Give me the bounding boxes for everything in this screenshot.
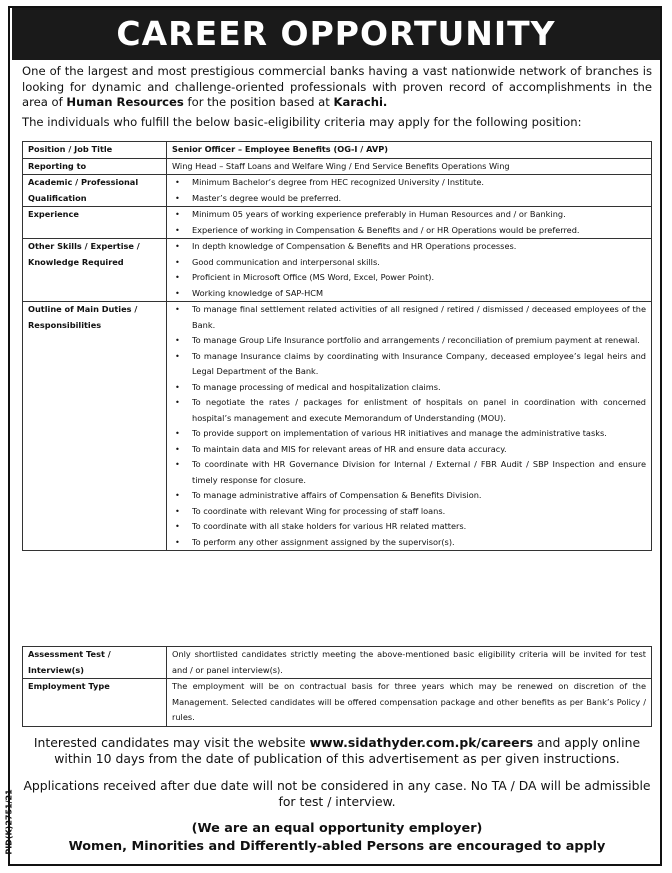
list-item: • Experience of working in Compensation & Benefits and / or HR Operations would be preferred.: [192, 223, 646, 239]
intro-paragraph: [22, 64, 652, 111]
list-item: • To coordinate with all stake holders for various HR related matters.: [192, 519, 646, 535]
table-row: [23, 207, 652, 239]
row-label: Employment Type: [23, 679, 167, 727]
employment-terms-table: [22, 646, 652, 727]
page-title: CAREER OPPORTUNITY: [12, 8, 660, 60]
intro-field: Human Resources: [66, 95, 184, 109]
list-item: • To negotiate the rates / packages for enlistment of hospitals on panel in coordination with concerned hospital’s management and execute Memorandum of Understanding (MOU).: [192, 395, 646, 426]
intro-location: Karachi.: [333, 95, 388, 109]
website-link[interactable]: www.sidathyder.com.pk/careers: [309, 735, 534, 750]
pid-text: PID(K)2751/21: [4, 789, 14, 855]
intro-criteria: The individuals who fulfill the below basic-eligibility criteria may apply for the following position:: [22, 114, 582, 129]
list-item: • Working knowledge of SAP-HCM: [192, 286, 646, 302]
intro-text: One of the largest and most prestigious commercial banks having a vast nationwide network of branches is looking for dynamic and challenge-oriented professionals with proven record of accomplishments in the area of: [22, 64, 652, 109]
intro-text-2: for the position based at: [183, 95, 334, 109]
position-value: Senior Officer – Employee Benefits (OG-I / AVP): [167, 142, 652, 159]
academic-list: [172, 175, 646, 206]
equal-opportunity-line: (We are an equal opportunity employer): [191, 821, 483, 836]
list-item: • Minimum 05 years of working experience preferably in Human Resources and / or Banking.: [192, 207, 646, 223]
apply-text: Interested candidates may visit the website: [33, 735, 310, 750]
list-item: • Good communication and interpersonal skills.: [192, 255, 646, 271]
job-details-table: [22, 141, 652, 551]
table-row: [23, 679, 652, 727]
list-item: • To manage administrative affairs of Compensation & Benefits Division.: [192, 488, 646, 504]
duties-list: [172, 302, 646, 550]
apply-text-2: and apply online within 10 days from the date of publication of this advertisement as per given instructions.: [54, 735, 641, 766]
row-label: Assessment Test / Interview(s): [23, 647, 167, 679]
apply-instructions: [22, 735, 652, 767]
row-label: Other Skills / Expertise / Knowledge Required: [23, 239, 167, 302]
pid-code: [2, 782, 16, 862]
list-item: • To provide support on implementation of various HR initiatives and manage the administrative tasks.: [192, 426, 646, 442]
list-item: • To manage final settlement related activities of all resigned / retired / dismissed / deceased employees of the Bank.: [192, 302, 646, 333]
row-label: Reporting to: [23, 158, 167, 175]
list-item: • To perform any other assignment assigned by the supervisor(s).: [192, 535, 646, 551]
encouragement-line: Women, Minorities and Differently-abled Persons are encouraged to apply: [68, 839, 606, 854]
list-item: • Minimum Bachelor’s degree from HEC recognized University / Institute.: [192, 175, 646, 191]
table-row: [23, 175, 652, 207]
row-label: Academic / Professional Qualification: [23, 175, 167, 207]
row-label: Experience: [23, 207, 167, 239]
duties-value: [167, 302, 652, 551]
employment-value: The employment will be on contractual basis for three years which may be renewed on discretion of the Management. Selected candidates will be offered compensation package and other benefits as per Bank’s Policy / rules.: [167, 679, 652, 727]
assessment-value: Only shortlisted candidates strictly meeting the above-mentioned basic eligibility criteria will be invited for test and / or panel interview(s).: [167, 647, 652, 679]
experience-list: [172, 207, 646, 238]
list-item: • To manage processing of medical and hospitalization claims.: [192, 380, 646, 396]
academic-value: [167, 175, 652, 207]
list-item: • To maintain data and MIS for relevant areas of HR and ensure data accuracy.: [192, 442, 646, 458]
late-application-notice: Applications received after due date will not be considered in any case. No TA / DA will be admissible for test / interview.: [23, 778, 651, 809]
table-row: [23, 647, 652, 679]
table-row: [23, 239, 652, 302]
skills-list: [172, 239, 646, 301]
list-item: • To coordinate with HR Governance Division for Internal / External / FBR Audit / SBP Inspection and ensure timely response for closure.: [192, 457, 646, 488]
list-item: • In depth knowledge of Compensation & Benefits and HR Operations processes.: [192, 239, 646, 255]
row-label: Outline of Main Duties / Responsibilities: [23, 302, 167, 551]
equal-opportunity-statement: [22, 820, 652, 856]
table-row: [23, 142, 652, 159]
list-item: • To manage Group Life Insurance portfolio and arrangements / reconciliation of premium payment at renewal.: [192, 333, 646, 349]
table-row: [23, 302, 652, 551]
list-item: • To coordinate with relevant Wing for processing of staff loans.: [192, 504, 646, 520]
table-row: [23, 158, 652, 175]
list-item: • Proficient in Microsoft Office (MS Word, Excel, Power Point).: [192, 270, 646, 286]
intro-section: [22, 64, 652, 130]
list-item: • To manage Insurance claims by coordinating with Insurance Company, deceased employee’s legal heirs and Legal Department of the Bank.: [192, 349, 646, 380]
experience-value: [167, 207, 652, 239]
skills-value: [167, 239, 652, 302]
reporting-value: Wing Head – Staff Loans and Welfare Wing / End Service Benefits Operations Wing: [167, 158, 652, 175]
row-label: Position / Job Title: [23, 142, 167, 159]
list-item: • Master’s degree would be preferred.: [192, 191, 646, 207]
